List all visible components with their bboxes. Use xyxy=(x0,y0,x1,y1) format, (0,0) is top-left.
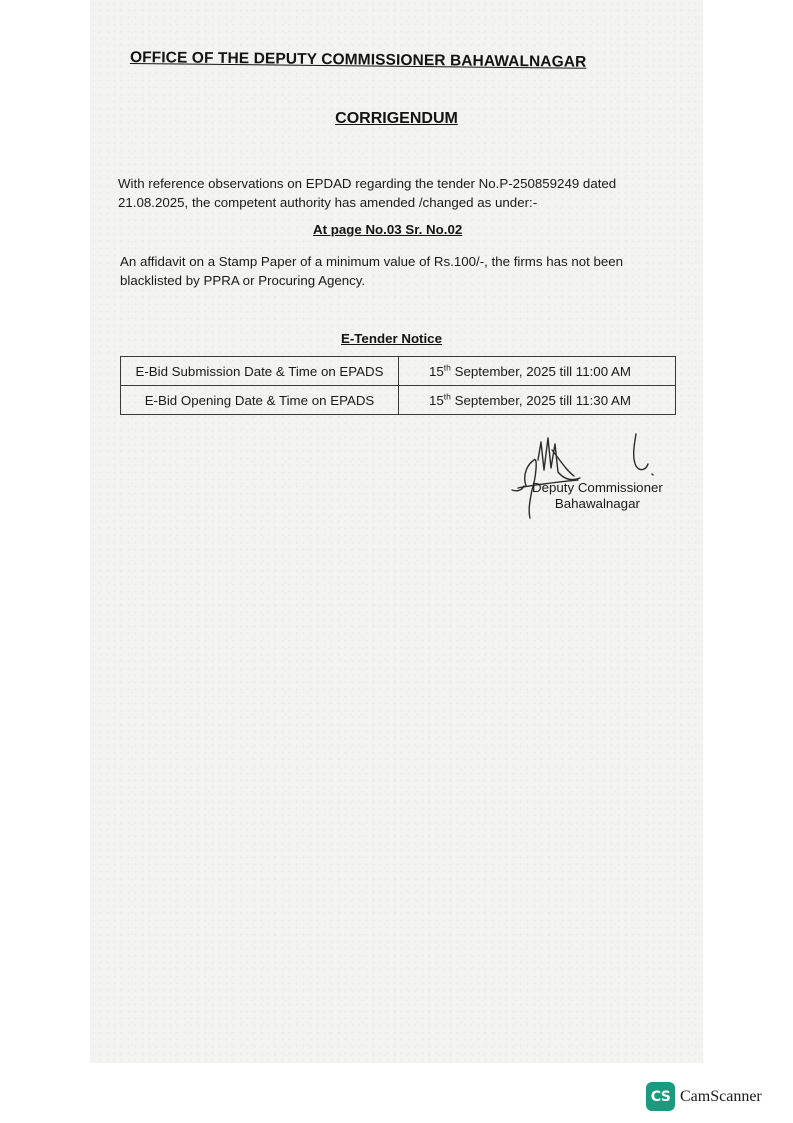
camscanner-logo-icon xyxy=(646,1082,675,1111)
table-row xyxy=(121,386,676,415)
opening-day: 15 xyxy=(429,392,444,408)
office-title: OFFICE OF THE DEPUTY COMMISSIONER BAHAWALNAGAR xyxy=(129,49,587,71)
tender-notice-heading: E-Tender Notice xyxy=(341,331,442,346)
designation-district: Bahawalnagar xyxy=(554,496,640,511)
reference-paragraph: With reference observations on EPDAD regarding the tender No.P-250859249 dated 21.08.2025, the competent authority has amended /changed as under:- xyxy=(118,176,617,210)
document-heading: CORRIGENDUM xyxy=(335,110,458,127)
opening-day-suffix: th xyxy=(443,391,451,402)
signatory-designation xyxy=(532,480,663,512)
camscanner-badge-text: CS xyxy=(650,1088,671,1105)
page-reference-heading: At page No.03 Sr. No.02 xyxy=(313,222,463,237)
submission-day-suffix: th xyxy=(443,362,451,373)
table-row xyxy=(121,357,676,386)
opening-label-cell: E-Bid Opening Date & Time on EPADS xyxy=(121,386,399,415)
submission-date-rest: September, 2025 till 11:00 AM xyxy=(450,363,632,379)
designation-title: Deputy Commissioner xyxy=(532,480,663,495)
scanned-paper xyxy=(90,0,703,1063)
opening-date-rest: September, 2025 till 11:30 AM xyxy=(450,392,632,408)
camscanner-brand-text: CamScanner xyxy=(680,1088,762,1105)
submission-day: 15 xyxy=(429,363,444,379)
affidavit-paragraph: An affidavit on a Stamp Paper of a minimum value of Rs.100/-, the firms has not been blacklisted by PPRA or Procuring Agency. xyxy=(120,254,624,288)
opening-date-cell xyxy=(399,386,676,415)
submission-label-cell: E-Bid Submission Date & Time on EPADS xyxy=(121,357,399,386)
submission-date-cell xyxy=(399,357,676,386)
tender-schedule-table xyxy=(120,356,676,415)
